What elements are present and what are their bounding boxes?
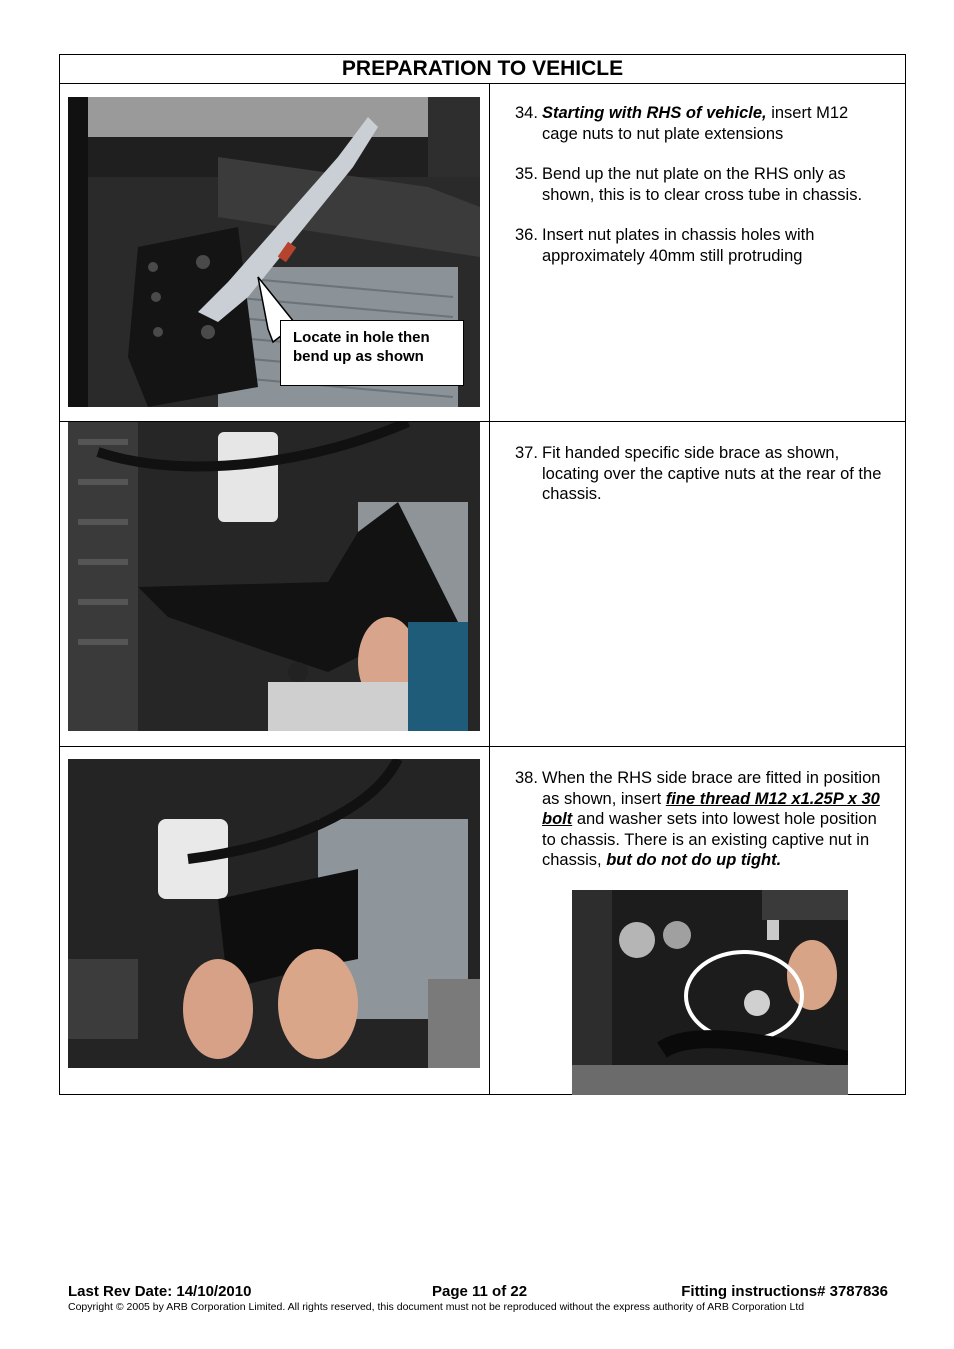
step-37: 37. Fit handed specific side brace as shown, locating over the captive nuts at the rear of the chassis. <box>515 444 882 503</box>
column-divider <box>489 84 490 1094</box>
photo-brace-fitted-graphic <box>68 759 480 1068</box>
steps-37 <box>515 443 885 525</box>
photo-side-brace <box>68 422 480 731</box>
photo-side-brace-graphic <box>68 422 480 731</box>
step-36: 36. Insert nut plates in chassis holes with approximately 40mm still protruding <box>515 226 815 265</box>
callout-line: bend up as shown <box>293 348 424 365</box>
footer-copyright: Copyright © 2005 by ARB Corporation Limited. All rights reserved, this document must not be reproduced without the express authority of ARB Corporation Ltd <box>68 1301 805 1313</box>
instruction-table <box>59 54 906 1095</box>
callout-label <box>280 320 464 386</box>
step-34: 34. Starting with RHS of vehicle, insert M12 cage nuts to nut plate extensions <box>515 104 849 143</box>
step-38: 38. When the RHS side brace are fitted in position as shown, insert fine thread M12 x1.25P x 30 bolt and washer sets into lowest hole position to chassis. There is an existing captive nut in chassis, but do not do up tight. <box>515 769 881 869</box>
photo-bolt-closeup-graphic <box>572 890 848 1095</box>
footer-rev-date: Last Rev Date: 14/10/2010 <box>68 1283 252 1300</box>
photo-nut-plate <box>68 97 480 407</box>
page-title: PREPARATION TO VEHICLE <box>60 55 905 84</box>
callout-line: Locate in hole then <box>293 329 430 346</box>
footer-page-number: Page 11 of 22 <box>432 1283 528 1300</box>
step-35: 35. Bend up the nut plate on the RHS only as shown, this is to clear cross tube in chassis. <box>515 165 863 204</box>
photo-bolt-closeup <box>572 890 848 1095</box>
photo-brace-fitted <box>68 759 480 1068</box>
steps-34-36 <box>515 103 885 286</box>
footer-fitting-number: Fitting instructions# 3787836 <box>681 1283 888 1300</box>
steps-38 <box>515 768 887 891</box>
row-divider <box>60 746 905 747</box>
